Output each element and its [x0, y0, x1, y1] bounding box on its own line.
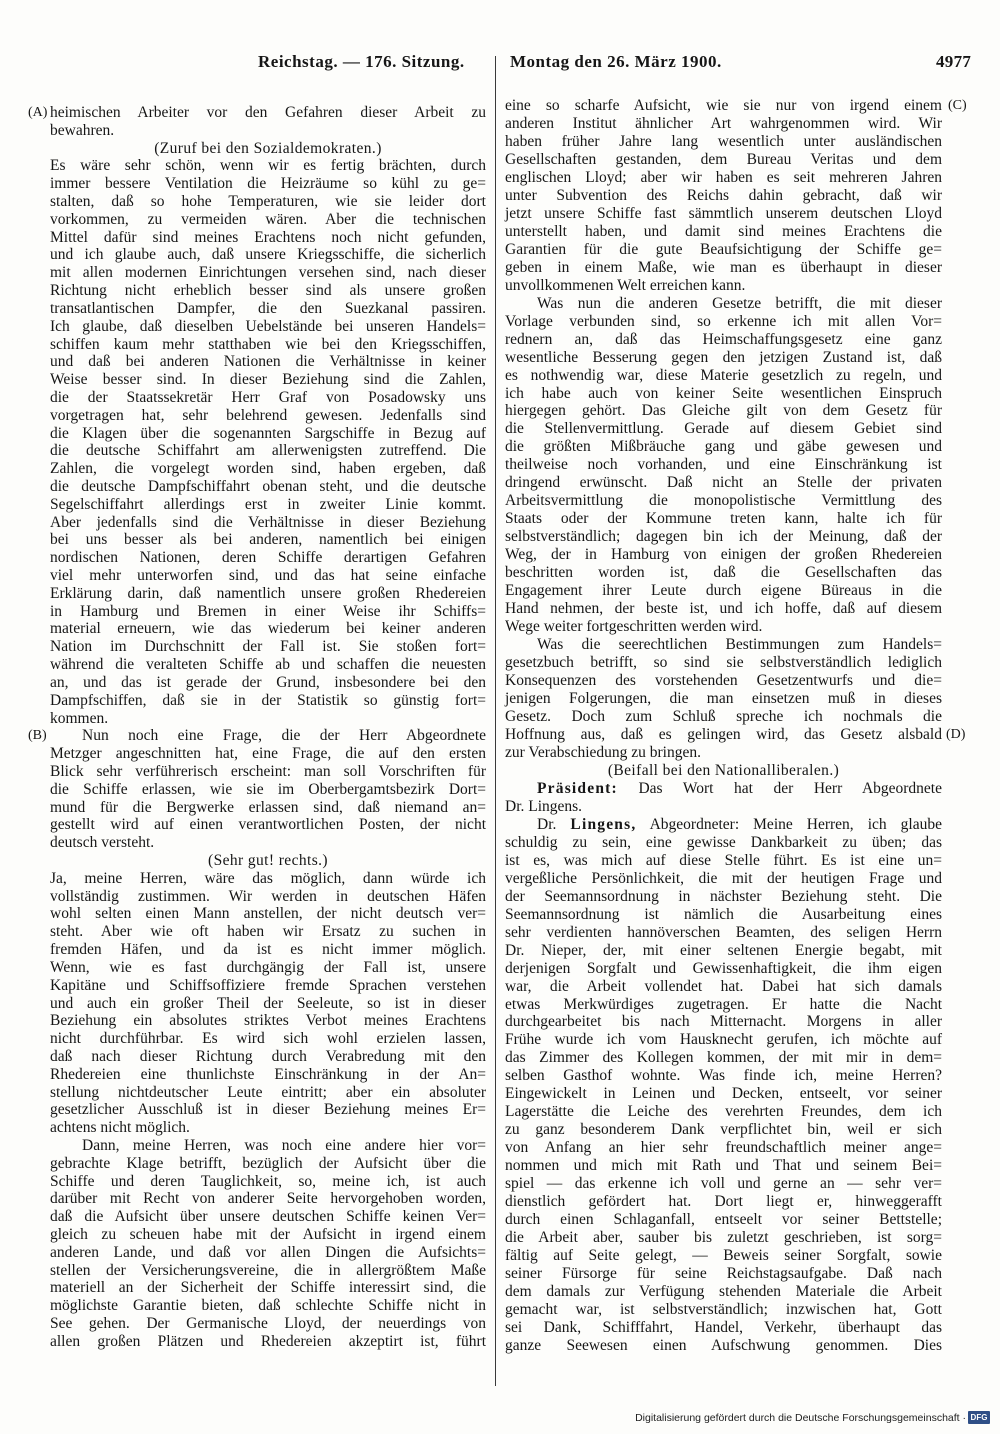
text-line: dringend erwünscht. Daß nicht an Stelle der privaten [505, 474, 942, 492]
text-line: Dann, meine Herren, was noch eine andere hier vor= [82, 1136, 486, 1154]
text-line: und daß bei anderen Nationen die Verhältnisse in keiner [50, 353, 486, 371]
text-line: Ich glaube, daß dieselben Uebelstände bei unseren Handels= [50, 317, 486, 335]
text-line: Aber jedenfalls sind die Verhältnisse in dieser Beziehung [50, 513, 486, 531]
text-line: die deutsche Schiffahrt am allerwenigsten zutreffend. Die [50, 442, 486, 460]
text-line: gebrachte Klage betrifft, bezüglich der Aufsicht über die [50, 1154, 486, 1172]
text-line: hiergegen gehört. Das Gleiche gilt von dem Gesetz für [505, 402, 942, 420]
text-line: Engagement ihrer Leute durch eigene Büreaus in die [505, 582, 942, 600]
text-line: Frühe wurde ich vom Hausknecht gerufen, ich möchte auf [505, 1031, 942, 1049]
text-line: Hand nehmen, der beste ist, und ich hoffe, daß auf diesem [505, 600, 942, 618]
text-line: achtens nicht möglich. [50, 1119, 190, 1137]
text-line: eine so scharfe Aufsicht, wie sie nur von irgend einem [505, 97, 942, 114]
text-line: anderen Lande, und daß vor allen Dingen die Aufsichts= [50, 1243, 486, 1261]
text-line: Vorlage verbunden sind, so erkenne ich mit allen Vor= [505, 312, 942, 330]
text-line: Dr. Nieper, der, mit einer seltenen Energie begabt, mit [505, 941, 942, 959]
text-line: daß die Aufsicht über unsere deutschen Schiffe keinen Ver= [50, 1208, 486, 1226]
text-line: ich habe auch von keiner Seite wesentlichen Einspruch [505, 384, 942, 402]
text-line: vorgetragen hat, sehr belehrend gewesen. Jedenfalls sind [50, 406, 486, 424]
text-line: Hoffnung aus, daß es gelingen wird, das Gesetz alsbald [505, 725, 942, 743]
text-line: dienstlich gefördert hat. Dort liegt er, hinweggerafft [505, 1193, 942, 1211]
text-line: Nun noch eine Frage, die der Herr Abgeordnete [82, 727, 486, 745]
text-line: zur Verabschiedung zu bringen. [505, 743, 701, 761]
text-line: Gesellschaften gestanden, dem Bureau Veritas und dem [505, 150, 942, 168]
text-line: Was nun die anderen Gesetze betrifft, die mit dieser [537, 294, 942, 312]
text-line: allen großen Plätzen und Rhedereien akzeptirt ist, führt [50, 1332, 486, 1350]
text-line: Wege weiter fortgeschritten werden wird. [505, 618, 763, 636]
interjection-line: (Sehr gut! rechts.) [208, 852, 328, 870]
speaker-name: Präsident: [537, 779, 618, 797]
text-line: war, die Arbeit vollendet hat. Dabei hat sich damals [505, 977, 942, 995]
text-line: Garantien für die gute Beaufsichtigung der Schiffe ge= [505, 240, 942, 258]
text-line: Gesetz. Doch zum Schluß spreche ich nochmals die [505, 707, 942, 725]
speaker-title: Dr. [537, 815, 557, 833]
text-line: gestellt wird auf einen verantwortlichen Posten, der nicht [50, 816, 486, 834]
interjection-line: (Zuruf bei den Sozialdemokraten.) [154, 139, 382, 157]
text-line: die deutsche Dampfschiffahrt obenan steht, und die deutsche [50, 478, 486, 495]
text-line: ganze Seewesen einen Aufschwung genommen. Dies [505, 1336, 942, 1354]
text-line: Nation im Durchschnitt der Fall ist. Sie stoßen fort= [50, 638, 486, 656]
text-line: vorkommen, zu vermeiden wären. Aber die technischen [50, 210, 486, 228]
text-line: an, und das ist gerade der Grund, insbesondere bei den [50, 673, 486, 691]
running-header-session: Reichstag. — 176. Sitzung. [258, 52, 465, 71]
text-line: zu ganz besonderem Dank verpflichtet bin, weil er sich [505, 1121, 942, 1139]
running-header-date: Montag den 26. März 1900. [510, 52, 722, 71]
text-line: beschritten worden ist, daß die Gesellschaften das [505, 564, 942, 582]
text-line: seiner Fürsorge für seine Reichstagsaufgabe. Daß nach [505, 1265, 942, 1283]
text-line: es nothwendig war, diese Materie gesetzlich zu regeln, und [505, 366, 942, 384]
text-line: die der Staatssekretär Herr Graf von Posadowsky uns [50, 388, 486, 406]
text-line: jenigen Folgerungen, die man einsetzen muß in dieses [505, 690, 942, 707]
text-line: fremden Häfen, und da ist es nicht immer möglich. [50, 941, 486, 959]
text-line: Schiffe und deren Tauglichkeit, so, meine ich, ist auch [50, 1172, 486, 1190]
text-line: geben in einem Maße, wie man es überhaupt in dieser [505, 258, 942, 276]
text-line: anderen Institut ähnlicher Art wahrgenommen wird. Wir [505, 114, 942, 132]
text-line: während die veralteten Schiffe ab und schaffen die neuesten [50, 656, 486, 674]
text-line: Es wäre sehr schön, wenn wir es fertig brächten, durch [50, 157, 486, 175]
text-line: Mittel dafür sind meines Erachtens noch nicht gefunden, [50, 228, 486, 246]
speaker-name: Lingens, [570, 815, 637, 833]
text-line: Kapitäne und Schiffsoffiziere fremde Sprachen verstehen [50, 976, 486, 994]
left-column [50, 104, 486, 1366]
text-line: unvollkommenen Welt erreichen kann. [505, 276, 746, 294]
text-line: möglichste Garantie bieten, daß schlechte Schiffe nicht in [50, 1297, 486, 1315]
text-line: selben Gasthof wohnte. Was finde ich, meine Herren? [505, 1067, 942, 1085]
text-line: material erneuern, wie das wiederum bei keiner anderen [50, 620, 486, 638]
text-line: wohl selten einen Mann anstellen, der nicht deutsch ver= [50, 905, 486, 923]
text-line: bewahren. [50, 121, 115, 139]
text-line: schiffen kaum mehr statthaben wie bei den Kriegsschiffen, [50, 335, 486, 353]
text-line: nicht durchführbar. Es wird sich wohl erzielen lassen, [50, 1030, 486, 1048]
text-line: mit allen modernen Einrichtungen versehen sind, nach dieser [50, 264, 486, 282]
text-line: die Arbeit aber, sauber bis zuletzt geschrieben, ist sorg= [505, 1229, 942, 1247]
text-line: spiel — das erkenne ich voll und gerne an — sehr ver= [505, 1175, 942, 1193]
text-line: fältig auf Seite gelegt, — Beweis seiner Sorgfalt, sowie [505, 1247, 942, 1265]
text-line: Weise besser sind. In dieser Beziehung sind die Zahlen, [50, 371, 486, 389]
speech-text: Abgeordneter: Meine Herren, ich glaube [649, 815, 942, 833]
text-line: selbstverständlich; dagegen bin ich der Meinung, daß der [505, 528, 942, 546]
text-line: transatlantischen Dampfer, die den Suezkanal passiren. [50, 299, 486, 317]
text-line: rednern an, daß das Heimschaffungsgesetz eine ganz [505, 330, 942, 348]
text-line: die Stellenvermittlung. Gerade auf diesem Gebiet sind [505, 420, 942, 438]
text-line: immer bessere Ventilation die Heizräume so kühl zu ge= [50, 175, 486, 193]
text-line: bei uns besser als bei anderen, namentlich bei einigen [50, 531, 486, 549]
text-line: Zahlen, die vorgelegt worden sind, haben ergeben, daß [50, 460, 486, 478]
text-line: stalten, daß so hohe Temperaturen, wie sie leider dort [50, 193, 486, 211]
text-line [505, 780, 942, 798]
text-line: Lagerstätte die Leiche des verehrten Freundes, dem ich [505, 1103, 942, 1121]
text-line: Rhedereien eine thunlichste Einschränkung in der An= [50, 1065, 486, 1083]
text-line: die Klagen über die sogenannten Sargschiffe in Bezug auf [50, 424, 486, 442]
text-line: der Seemannsordnung in nächster Beziehung steht. Die [505, 887, 942, 905]
text-line: wesentliche Besserung gegen den jetzigen Zustand ist, daß [505, 348, 942, 366]
text-line: unterstellt haben, und damit sind meines Erachtens die [505, 222, 942, 240]
text-line: Was die seerechtlichen Bestimmungen zum Handels= [537, 636, 942, 654]
text-line: Dr. Lingens. [505, 797, 583, 815]
text-line: Dampfschiffen, daß sie in der Statistik so günstig fort= [50, 691, 486, 709]
text-line: Arbeitsvermittlung die monopolistische Vermittlung des [505, 492, 942, 510]
text-line: Weg, der in Hamburg von einigen der großen Rhedereien [505, 546, 942, 564]
column-divider [495, 56, 496, 1386]
text-line: Richtung nicht erheblich besser sind als unsere großen [50, 282, 486, 300]
text-line [505, 816, 942, 834]
text-line: die größten Mißbräuche gang und gäbe gewesen und [505, 438, 942, 456]
text-line: kommen. [50, 709, 109, 727]
text-line: sei Dank, Schifffahrt, Handel, Verkehr, überhaupt das [505, 1318, 942, 1336]
text-line: gesetzbuch betrifft, so sind sie selbstverständlich lediglich [505, 654, 942, 672]
text-line: das Zimmer des Kollegen kommen, der mit mir in dem= [505, 1049, 942, 1067]
interjection-line: (Beifall bei den Nationalliberalen.) [607, 761, 840, 779]
text-line: haben früher Jahre lang wesentlich unter ausländischen [505, 132, 942, 150]
text-line: Seemannsordnung ist nämlich die Ausarbeitung eines [505, 905, 942, 923]
text-line: See gehen. Der Germanische Lloyd, der neuerdings von [50, 1315, 486, 1333]
text-line: dem damals zur Verfügung stehenden Materiale die Arbeit [505, 1283, 942, 1301]
text-line: englischen Lloyd; aber wir haben es seit mehreren Jahren [505, 168, 942, 186]
text-line: durchgearbeitet bis nach Mitternacht. Morgens in aller [505, 1013, 942, 1031]
speech-text: Das Wort hat der Herr Abgeordnete [638, 779, 942, 797]
text-line: durch einen Schlaganfall, entseelt vor seiner Bettstelle; [505, 1211, 942, 1229]
text-line: stellen der Versicherungsvereine, die in allergrößtem Maße [50, 1261, 486, 1279]
text-line: unter Subvention des Reichs dahin gebracht, daß wir [505, 186, 942, 204]
text-line: deutsch versteht. [50, 834, 155, 852]
text-line: jetzt unsere Schiffe fast sämmtlich unserem deutschen Lloyd [505, 204, 942, 222]
margin-marker-d: (D) [946, 727, 966, 742]
text-line: schuldig zu sein, eine gewisse Dankbarkeit zu üben; das [505, 833, 942, 851]
text-line: und ich glaube auch, daß unsere Kriegsschiffe, die sicherlich [50, 246, 486, 264]
text-line: Beziehung ein absolutes striktes Verbot meines Erachtens [50, 1012, 486, 1030]
text-line: Eingewickelt in Leinen und Decken, entseelt, vor seiner [505, 1085, 942, 1103]
margin-marker-c: (C) [948, 98, 967, 113]
text-line: Ja, meine Herren, wäre das möglich, dann würde ich [50, 869, 486, 887]
text-line: darüber mit Recht von anderer Seite hervorgehoben worden, [50, 1190, 486, 1208]
text-line: steht. Aber wie oft haben wir Ersatz zu suchen in [50, 923, 486, 941]
text-line: daß nach dieser Richtung durch Verabredung mit den [50, 1047, 486, 1065]
text-line: etwas Merkwürdiges zugetragen. Er hatte die Nacht [505, 995, 942, 1013]
text-line: Wenn, wie es fast durchgängig der Fall ist, unsere [50, 958, 486, 976]
text-line: viel mehr unterworfen sind, und das hat seine einfache [50, 567, 486, 585]
digitization-credit: Digitalisierung gefördert durch die Deutsche Forschungsgemeinschaft · [635, 1412, 966, 1424]
text-line: gleich zu scheuen habe mit der Aufsicht in irgend einem [50, 1226, 486, 1244]
text-line: Metzger angeschnitten hat, eine Frage, die auf den ersten [50, 745, 486, 763]
text-line: Konsequenzen des vorstehenden Gesetzentwurfs und die= [505, 672, 942, 690]
dfg-logo: DFG [968, 1411, 990, 1424]
text-line: Segelschiffahrt allerdings erst in zweiter Linie kommt. [50, 495, 486, 513]
text-line: theilweise noch vorhanden, und eine Einschränkung ist [505, 456, 942, 474]
text-line: Blick sehr verführerisch erscheint: man soll Vorschriften für [50, 762, 486, 780]
text-line: vergeßliche Persönlichkeit, die mit der heutigen Frage und [505, 869, 942, 887]
text-line: sehr verdienten hannöverschen Beamten, des seligen Herrn [505, 923, 942, 941]
text-line: nommen und mich mit Rath und That und seinem Bei= [505, 1157, 942, 1175]
text-line: gesetzlicher Ausschluß ist in dieser Beziehung meines Er= [50, 1101, 486, 1119]
text-line: vollständig zustimmen. Wir werden in deutschen Häfen [50, 887, 486, 905]
text-line: derjenigen Sorgfalt und Gewissenhaftigkeit, die ihm eigen [505, 959, 942, 977]
page-number: 4977 [936, 52, 972, 71]
text-line: die Schiffe erlassen, wie sie im Oberbergamtsbezirk Dort= [50, 780, 486, 798]
text-line: von Anfang an hier sehr freundschaftlich meiner ange= [505, 1139, 942, 1157]
text-line: Erklärung darin, daß namentlich unsere großen Rhedereien [50, 584, 486, 602]
text-line: heimischen Arbeiter vor den Gefahren dieser Arbeit zu [50, 104, 486, 121]
text-line: stellung nichtdeutscher Leute eintritt; aber ein absoluter [50, 1083, 486, 1101]
text-line: in Hamburg und Bremen in einer Weise ihr Schiffs= [50, 602, 486, 620]
text-line: Staats oder der Kommune treten kann, halte ich für [505, 510, 942, 528]
right-column [505, 97, 942, 1367]
text-line: materiell an der Sicherheit der Schiffe interessirt sind, die [50, 1279, 486, 1297]
text-line: gemacht war, ist selbstverständlich; inzwischen hat, Gott [505, 1300, 942, 1318]
text-line: mund für die Bergwerke erlassen sind, daß niemand an= [50, 798, 486, 816]
text-line: nordischen Nationen, deren Schiffe derartigen Gefahren [50, 549, 486, 567]
margin-marker-b: (B) [28, 728, 47, 743]
text-line: ist es, was mich auf diese Stelle führt. Es ist eine un= [505, 851, 942, 869]
text-line: und auch ein großer Theil der Seeleute, so ist in dieser [50, 994, 486, 1012]
margin-marker-a: (A) [28, 105, 48, 120]
